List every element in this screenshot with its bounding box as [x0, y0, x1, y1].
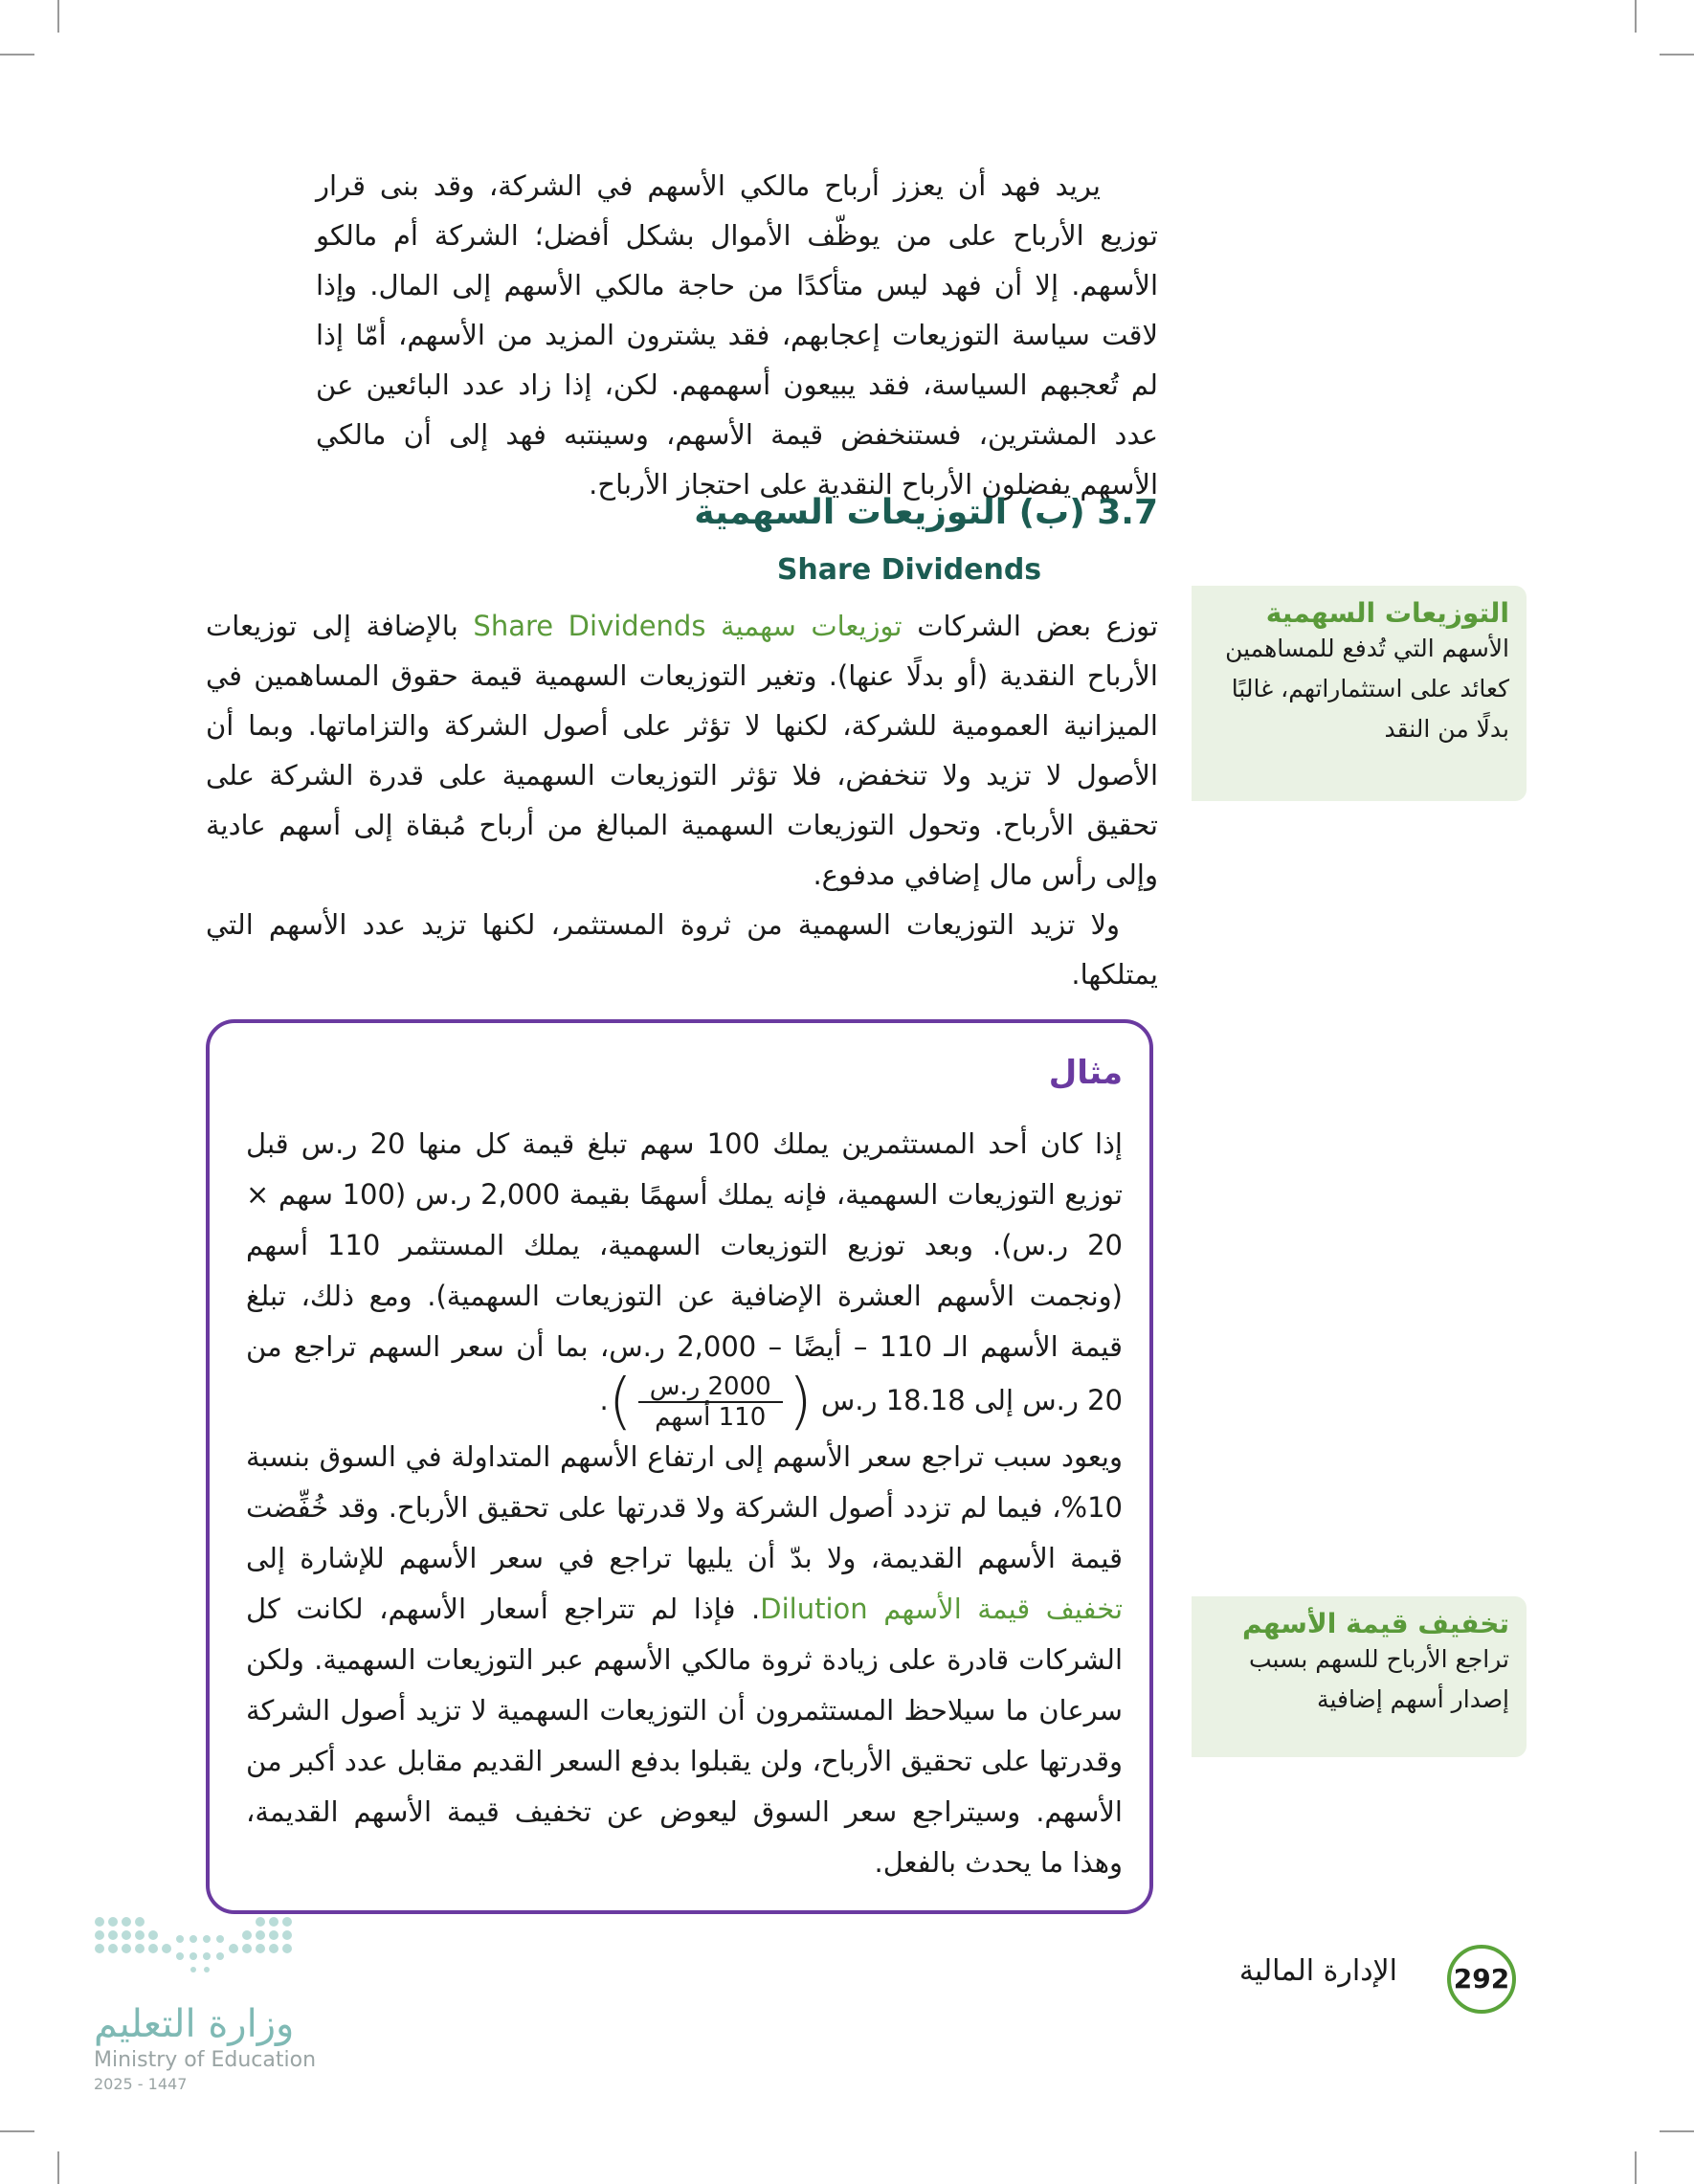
keyword-share-dividends-en: Share Dividends: [457, 610, 722, 642]
glossary-share-dividends: [1192, 586, 1527, 801]
ministry-name-english: Ministry of Education: [94, 2048, 317, 2072]
glossary-definition: الأسهم التي تُدفع للمساهمين كعائد على استثماراتهم، غالبًا بدلًا من النقد: [1225, 635, 1509, 743]
example-box: [206, 1019, 1153, 1914]
intro-text: يريد فهد أن يعزز أرباح مالكي الأسهم في الشركة، وقد بنى قرار توزيع الأرباح على من يوظّف الأموال بشكل أفضل؛ الشركة أم مالكو الأسهم. إلا أن فهد ليس متأكدًا من حاجة مالكي الأسهم إلى المال. وإذا لاقت سياسة التوزيعات إعجابهم، فقد يشترون المزيد من الأسهم، أمّا إذا لم تُعجبهم السياسة، فقد يبيعون أسهمهم. لكن، إذا زاد عدد البائعين عن عدد المشترين، فستنخفض قيمة الأسهم، وسينتبه فهد إلى أن مالكي الأسهم يفضلون الأرباح النقدية على احتجاز الأرباح.: [316, 169, 1158, 501]
ministry-name-arabic: وزارة التعليم: [94, 2002, 295, 2046]
fraction-numerator: 2000 ر.س: [638, 1372, 783, 1403]
text-run: ويعود سبب تراجع سعر الأسهم إلى ارتفاع الأسهم المتداولة في السوق بنسبة 10%، فيما لم تزدد أصول الشركة ولا قدرتها على تحقيق الأرباح. وقد خُفِّضت قيمة الأسهم القديمة، ولا بدّ أن يليها تراجع في سعر الأسهم للإشارة إلى: [246, 1440, 1123, 1574]
example-title: مثال: [1048, 1054, 1123, 1092]
fraction-denominator: 110 أسهم: [655, 1403, 767, 1432]
keyword-dilution-ar: تخفيف قيمة الأسهم: [883, 1593, 1124, 1625]
crop-mark: [57, 2151, 59, 2184]
glossary-definition: تراجع الأرباح للسهم بسبب إصدار أسهم إضافية: [1249, 1645, 1509, 1713]
text-run: . فإذا لم تتراجع أسعار الأسهم، لكانت كل الشركات قادرة على زيادة ثروة مالكي الأسهم عبر التوزيعات السهمية. ولكن سرعان ما سيلاحظ المستثمرون أن التوزيعات السهمية لا تزيد أصول الشركة وقدرتها على تحقيق الأرباح، ولن يقبلوا بدفع السعر القديم مقابل عدد أكبر من الأسهم. وسيتراجع سعر السوق ليعوض عن تخفيف قيمة الأسهم القديمة، وهذا ما يحدث بالفعل.: [246, 1593, 1123, 1879]
paren-open: (: [788, 1367, 813, 1437]
fraction: [638, 1372, 783, 1432]
page-number: 292: [1447, 1945, 1516, 2014]
crop-mark: [0, 2130, 34, 2132]
book-title: الإدارة المالية: [1238, 1954, 1397, 1988]
crop-mark: [1660, 54, 1694, 56]
section-subtitle: Share Dividends: [776, 553, 1042, 587]
text-run: .: [599, 1384, 609, 1416]
paren-close: ): [608, 1367, 633, 1437]
keyword-dilution-en: Dilution: [760, 1593, 884, 1625]
section-paragraph-1: [206, 601, 1158, 900]
example-paragraph-2: [246, 1432, 1123, 1888]
glossary-term: التوزيعات السهمية: [1265, 597, 1509, 629]
section-title: 3.7 (ب) التوزيعات السهمية: [694, 493, 1158, 532]
text-run: بالإضافة إلى توزيعات الأرباح النقدية (أو بدلًا عنها). وتغير التوزيعات السهمية قيمة حقوق المساهمين في الميزانية العمومية للشركة، لكنها لا تؤثر على أصول الشركة والتزاماتها. وبما أن الأصول لا تزيد ولا تنخفض، فلا تؤثر التوزيعات السهمية على قدرة الشركة على تحقيق الأرباح. وتحول التوزيعات السهمية المبالغ من أرباح مُبقاة إلى أسهم عادية وإلى رأس مال إضافي مدفوع.: [206, 610, 1158, 891]
text-run: إذا كان أحد المستثمرين يملك 100 سهم تبلغ قيمة كل منها 20 ر.س قبل توزيع التوزيعات السهمية، فإنه يملك أسهمًا بقيمة 2,000 ر.س (100 سهم × 20 ر.س). وبعد توزيع التوزيعات السهمية، يملك المستثمر 110 أسهم (ونجمت الأسهم العشرة الإضافية عن التوزيعات السهمية). ومع ذلك، تبلغ قيمة الأسهم الـ 110 – أيضًا – 2,000 ر.س، بما أن سعر السهم تراجع من 20 ر.س إلى 18.18 ر.س: [246, 1127, 1123, 1416]
glossary-dilution: [1192, 1596, 1527, 1757]
crop-mark: [0, 54, 34, 56]
crop-mark: [1660, 2130, 1694, 2132]
example-paragraph-1: [246, 1119, 1123, 1437]
glossary-term: تخفيف قيمة الأسهم: [1241, 1608, 1509, 1639]
text-run: توزع بعض الشركات: [902, 610, 1159, 642]
section-body: [206, 601, 1158, 999]
edition-year: 2025 - 1447: [94, 2075, 188, 2093]
crop-mark: [1635, 2151, 1637, 2184]
example-body: [246, 1119, 1123, 1888]
section-paragraph-2: ولا تزيد التوزيعات السهمية من ثروة المستثمر، لكنها تزيد عدد الأسهم التي يمتلكها.: [206, 908, 1158, 991]
crop-mark: [1635, 0, 1637, 33]
keyword-share-dividends-ar: توزيعات سهمية: [721, 610, 903, 642]
crop-mark: [57, 0, 59, 33]
intro-paragraph: [316, 161, 1158, 509]
